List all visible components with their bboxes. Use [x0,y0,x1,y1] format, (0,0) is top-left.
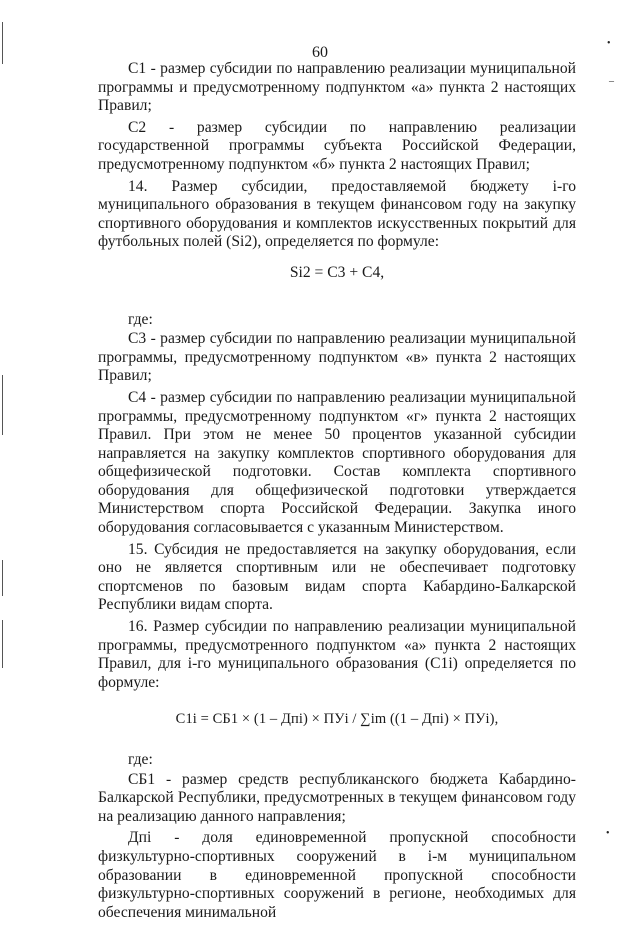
where-label: где: [128,751,153,768]
definition-text: - доля единовременной пропускной способности физкультурно-спортивных сооружений в i-м муниципальном образовании в единовременной пропускной способности физкультурно-спортивных сооружений в регионе, необходимых для обеспечения минимальной [98,829,576,921]
scan-edge-mark [2,560,3,596]
document-body [98,60,576,925]
paragraph: С2 - размер субсидии по направлению реализации государственной программы субъекта Российской Федерации, предусмотренному подпунктом «б» пункта 2 настоящих Правил; [98,118,576,173]
paragraph: 16. Размер субсидии по направлению реализации муниципальной программы, предусмотренного подпунктом «а» пункта 2 настоящих Правил, для i-го муниципального образования (С1i) определяется по формуле: [98,618,576,691]
formula-c1i: С1i = СБ1 × (1 – Дпi) × ПУi / ∑im ((1 – Дпi) × ПУi), [175,711,499,728]
scan-edge-mark [2,620,3,668]
formula-si2: Si2 = С3 + С4, [289,263,385,281]
scan-speck: • [607,38,611,49]
scan-speck: – [609,76,614,87]
paragraph: 15. Субсидия не предоставляется на закупку оборудования, если оно не является спортивным или не обеспечивает подготовку спортсменов по базовым видам спорта Кабардино-Балкарской Республики видам спорта. [98,540,576,614]
paragraph: С3 - размер субсидии по направлению реализации муниципальной программы, предусмотренному подпунктом «в» пункта 2 настоящих Правил; [98,330,576,385]
definition-text: - размер средств республиканского бюджета Кабардино-Балкарской Республики, предусмотренных в текущем финансовом году на реализацию данного направления; [98,770,576,825]
paragraph: 14. Размер субсидии, предоставляемой бюджету i-го муниципального образования в текущем финансовом году на закупку спортивного оборудования и комплектов искусственных покрытий для футбольных полей (Si2), определяется по формуле: [98,177,576,251]
scan-edge-mark [2,375,3,435]
paragraph: С1 - размер субсидии по направлению реализации муниципальной программы и предусмотренному подпунктом «а» пункта 2 настоящих Правил; [98,60,576,115]
scan-speck: • [606,828,610,839]
definition-term: Дпi [128,829,152,847]
page-number: 60 [312,44,328,61]
definition-sb1 [98,771,576,827]
where-label: где: [128,310,153,328]
definition-term: СБ1 [128,770,156,788]
paragraph: С4 - размер субсидии по направлению реализации муниципальной программы, предусмотренному подпунктом «г» пункта 2 настоящих Правил. При этом не менее 50 процентов указанной субсидии направляется на закупку комплектов спортивного оборудования для общефизической подготовки. Состав комплекта спортивного оборудования для общефизической подготовки утверждается Министерством спорта Российской Федерации. Закупка иного оборудования согласовывается с указанным Министерством. [98,388,576,537]
definition-dpi [98,829,576,922]
